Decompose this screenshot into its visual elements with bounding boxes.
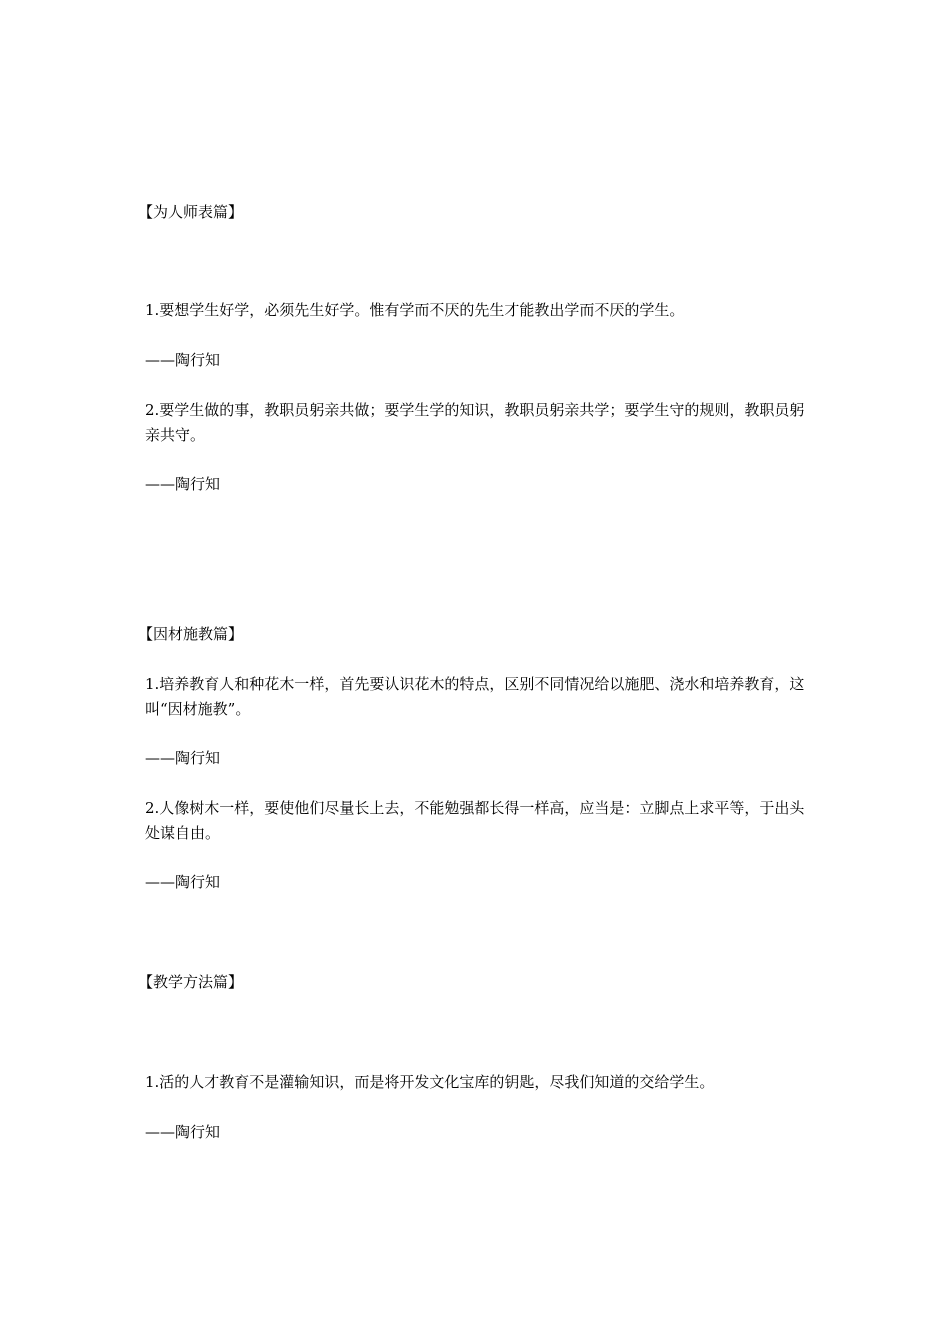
quote-author: ——陶行知 [145, 1123, 221, 1141]
quote-author: ——陶行知 [145, 475, 221, 493]
quote-author: ——陶行知 [145, 873, 221, 891]
quote-text: 2.人像树木一样，要使他们尽量长上去，不能勉强都长得一样高，应当是：立脚点上求平等，于出头处谋自由。 [145, 799, 805, 842]
quote-author: ——陶行知 [145, 749, 221, 767]
section-heading: 【因材施教篇】 [138, 625, 244, 643]
section-heading: 【为人师表篇】 [138, 203, 244, 221]
quote-text: 2.要学生做的事，教职员躬亲共做；要学生学的知识，教职员躬亲共学；要学生守的规则，教职员躬亲共守。 [145, 401, 805, 444]
quote-text: 1.培养教育人和种花木一样，首先要认识花木的特点，区别不同情况给以施肥、浇水和培养教育，这叫“因材施教”。 [145, 675, 805, 718]
quote-text: 1.活的人才教育不是灌输知识，而是将开发文化宝库的钥匙，尽我们知道的交给学生。 [145, 1073, 715, 1091]
quote-text: 1.要想学生好学，必须先生好学。惟有学而不厌的先生才能教出学而不厌的学生。 [145, 301, 685, 319]
section-heading: 【教学方法篇】 [138, 973, 244, 991]
quote-author: ——陶行知 [145, 351, 221, 369]
